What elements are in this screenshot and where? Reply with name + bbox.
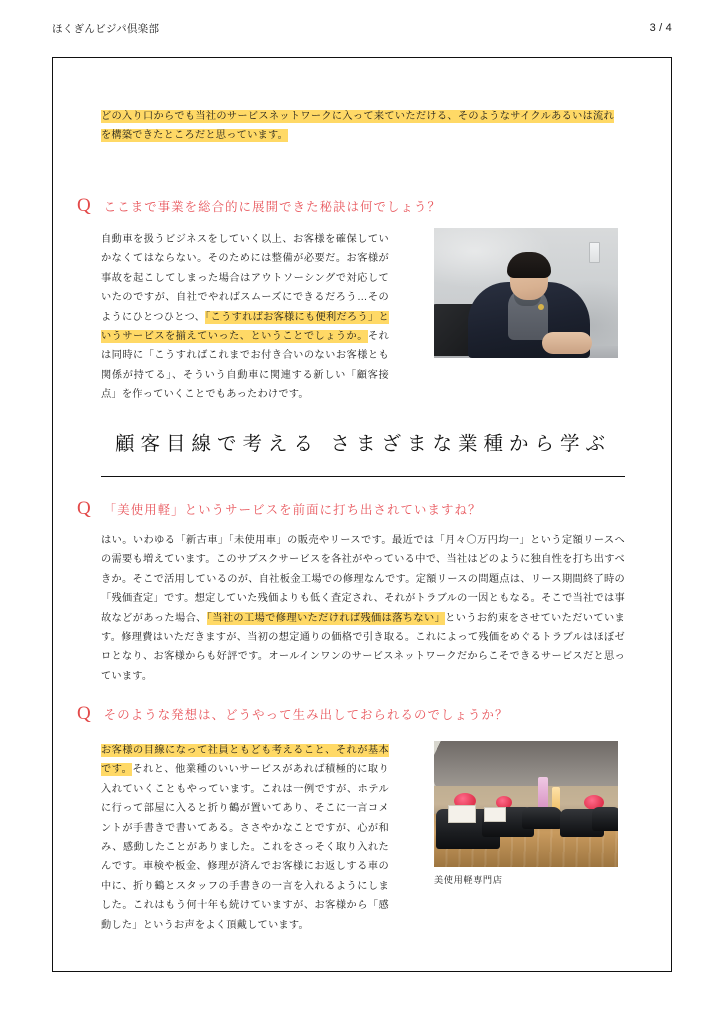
section-divider: [101, 476, 625, 477]
q-mark-icon-2: Q: [77, 498, 91, 519]
question-row-2: [77, 499, 617, 518]
answer-2-part-c: というお約束をさせていただいています。修理費はいただきますが、当初の想定通りの価格で引き取る。これによって残価をめぐるトラブルはほぼゼロとなり、お客様からも好評です。オールインワンのサービスネットワークだからこそできるサービスだと思っています。: [101, 612, 625, 682]
intro-highlighted-text: どの入り口からでも当社のサービスネットワークに入って来ていただける、そのようなサイクルあるいは流れを構築できたところだと思っています。: [101, 111, 614, 142]
price-tag-1: [448, 805, 476, 823]
page-number: 3 / 4: [649, 22, 672, 34]
question-text-3: そのような発想は、どうやって生み出しておられるのでしょうか？: [103, 708, 509, 722]
answer-1-part-a: 自動車を扱うビジネスをしていく以上、お客様を確保していかなくてはならない。そのためには整備が必要だ。お客様が事故を起こしてしまった場合はアウトソーシングで対応していたのですが、自社でやればスムーズにできるだろう…そのようにひとつひとつ、: [101, 234, 389, 323]
q-mark-icon-1: Q: [77, 195, 91, 216]
answer-3-part-a-highlighted: お客様の目線になって社員ともども考えること、それが基本です。: [101, 745, 389, 776]
price-tag-2: [484, 807, 506, 822]
answer-paragraph-3: [101, 741, 389, 935]
answer-2-part-a: はい。いわゆる「新古車」「未使用車」の販売やリースです。最近では「月々〇万円均一」という定額リースへの需要も増えています。このサブスクサービスを各社がやっている中で、当社はどのように独自性を打ち出すべきか。そこで活用しているのが、自社板金工場での修理なんです。定額リースの問題点は、リース期間終了時の「残価査定」です。想定していた残価よりも低く査定され、それがトラブルの一因ともなる。そこで当社では事故などがあった場合、: [101, 535, 625, 624]
question-row-1: [77, 196, 617, 215]
showroom-photo: [434, 741, 618, 867]
wall-switch-icon: [589, 242, 600, 263]
question-text-2: 「美使用軽」というサービスを前面に打ち出されていますね？: [103, 503, 482, 517]
answer-3-part-b: それと、他業種のいいサービスがあれば積極的に取り入れていくこともやっています。これは一例ですが、ホテルに行って部屋に入ると折り鶴が置いてあり、そこに一言コメントが手書きで書いてある。ささやかなことですが、心が和み、感動したことがありました。これをさっそく取り入れたんです。車検や板金、修理が済んでお客様にお返しする車の中に、折り鶴とスタッフの手書きの一言を入れるようにしました。これはもう何十年も続けていますが、お客様から「感動した」というお声をよく頂戴しています。: [101, 764, 390, 931]
q-mark-icon-3: Q: [77, 703, 91, 724]
showroom-car-3: [522, 807, 562, 829]
answer-2-part-b-highlighted: 「当社の工場で修理いただければ残価は落ちない」: [206, 612, 446, 624]
intro-paragraph: [101, 107, 614, 146]
page-header: [52, 19, 672, 37]
answer-1-part-b-highlighted: 「こうすればお客様にも便利だろう」というサービスを揃えていった、ということでしょうか。: [101, 311, 389, 343]
page-content: [53, 58, 673, 973]
question-row-3: [77, 704, 617, 723]
portrait-photo: [434, 228, 618, 358]
answer-paragraph-1: [101, 230, 389, 405]
portrait-hands: [542, 332, 592, 354]
showroom-car-5: [592, 807, 618, 831]
answer-paragraph-2: [101, 531, 625, 686]
answer-1-part-c: それは同時に「こうすればこれまでお付き合いのないお客様とも関係が持てる」、そういう自動車に関連する新しい「顧客接点」を作っていくことでもあったわけです。: [101, 331, 390, 401]
section-heading: 顧客目線で考える さまざまな業種から学ぶ: [115, 433, 611, 455]
showroom-photo-caption: 美使用軽専門店: [434, 875, 503, 885]
portrait-hair: [507, 252, 551, 278]
question-text-1: ここまで事業を総合的に展開できた秘訣は何でしょう？: [103, 200, 441, 214]
page-frame: [52, 57, 672, 972]
lapel-pin-icon: [538, 304, 544, 310]
publication-title: ほくぎんビジパ倶楽部: [52, 22, 160, 35]
